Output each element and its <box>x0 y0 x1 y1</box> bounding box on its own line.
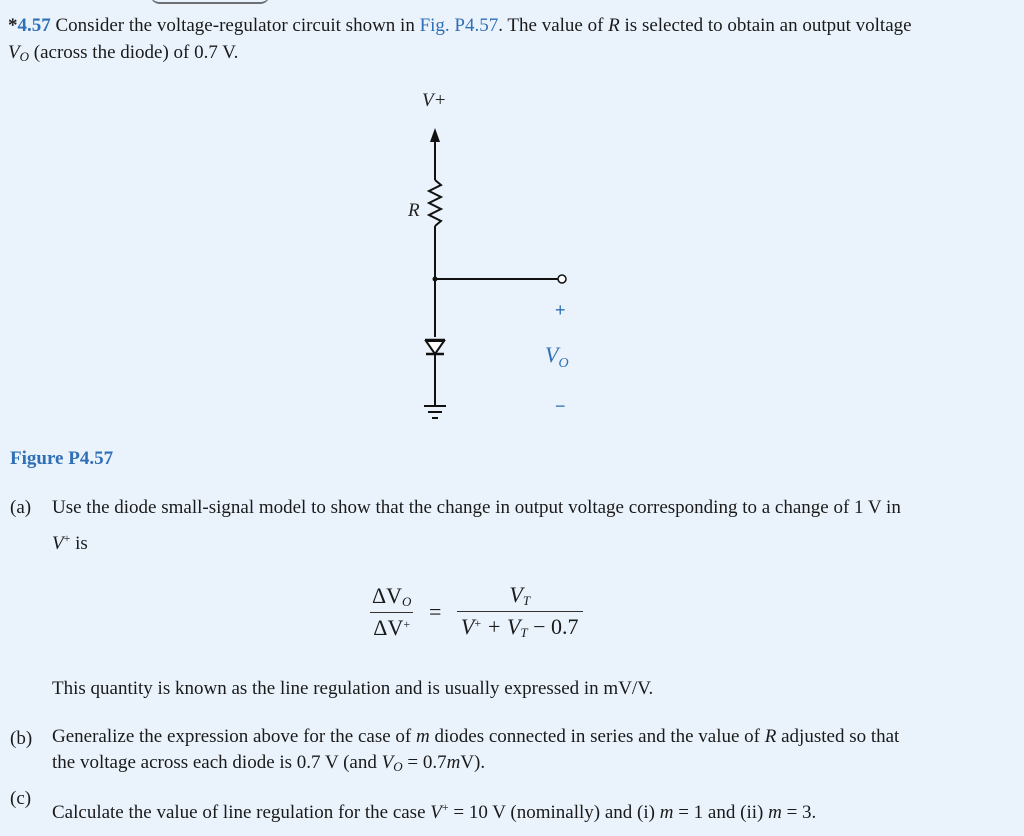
problem-number: *4.57 <box>8 15 51 36</box>
part-a-text: Use the diode small-signal model to show that the change in output voltage corresponding to a change of 1 V in V+ is <box>52 497 901 554</box>
rhs-fraction: $\frac{V_T}{V^+ + V_T - 0.7}$ <box>457 582 583 641</box>
diode-symbol <box>425 340 445 354</box>
ground-symbol <box>424 406 446 418</box>
output-terminal <box>558 275 566 283</box>
lhs-fraction: $\frac{\Delta V_O}{\Delta V^+}$ <box>372 582 412 640</box>
part-c-label: (c) <box>10 788 32 809</box>
part-b-label: (b) <box>10 728 33 749</box>
part-b-text: Generalize the expression above for the case of m diodes connected in series and the value of R adjusted so that the voltage across each diode is 0.7 V (and $V_O = 0.7mV$). <box>52 726 900 774</box>
minus-label: − <box>555 396 566 416</box>
circuit-diagram <box>380 88 600 438</box>
part-c <box>10 788 1010 828</box>
cropped-previous-text <box>0 0 1024 6</box>
figure-link[interactable]: Fig. P4.57 <box>419 15 499 36</box>
figure-caption: Figure P4.57 <box>10 448 114 469</box>
part-a-label: (a) <box>10 497 32 518</box>
equals-sign: = <box>428 598 442 624</box>
resistor-label: R <box>408 200 420 221</box>
problem-statement: *4.57 Consider the voltage-regulator circuit shown in Fig. P4.57. The value of R is selected to obtain an output voltage $V_O$ (across the diode) of 0.7 V. <box>8 15 912 64</box>
vplus-label: V+ <box>422 90 447 111</box>
vo-label: $V_O$ <box>545 342 569 371</box>
resistor-symbol <box>429 180 441 226</box>
line-regulation-note: This quantity is known as the line regulation and is usually expressed in mV/V. <box>52 678 654 699</box>
part-b <box>10 724 1010 784</box>
plus-label: + <box>555 300 566 320</box>
part-a <box>10 493 1010 557</box>
part-c-text: Calculate the value of line regulation for the case V+ = 10 V (nominally) and (i) m = 1 and (ii) m = 3. <box>52 800 817 823</box>
line-regulation-equation <box>370 582 583 641</box>
